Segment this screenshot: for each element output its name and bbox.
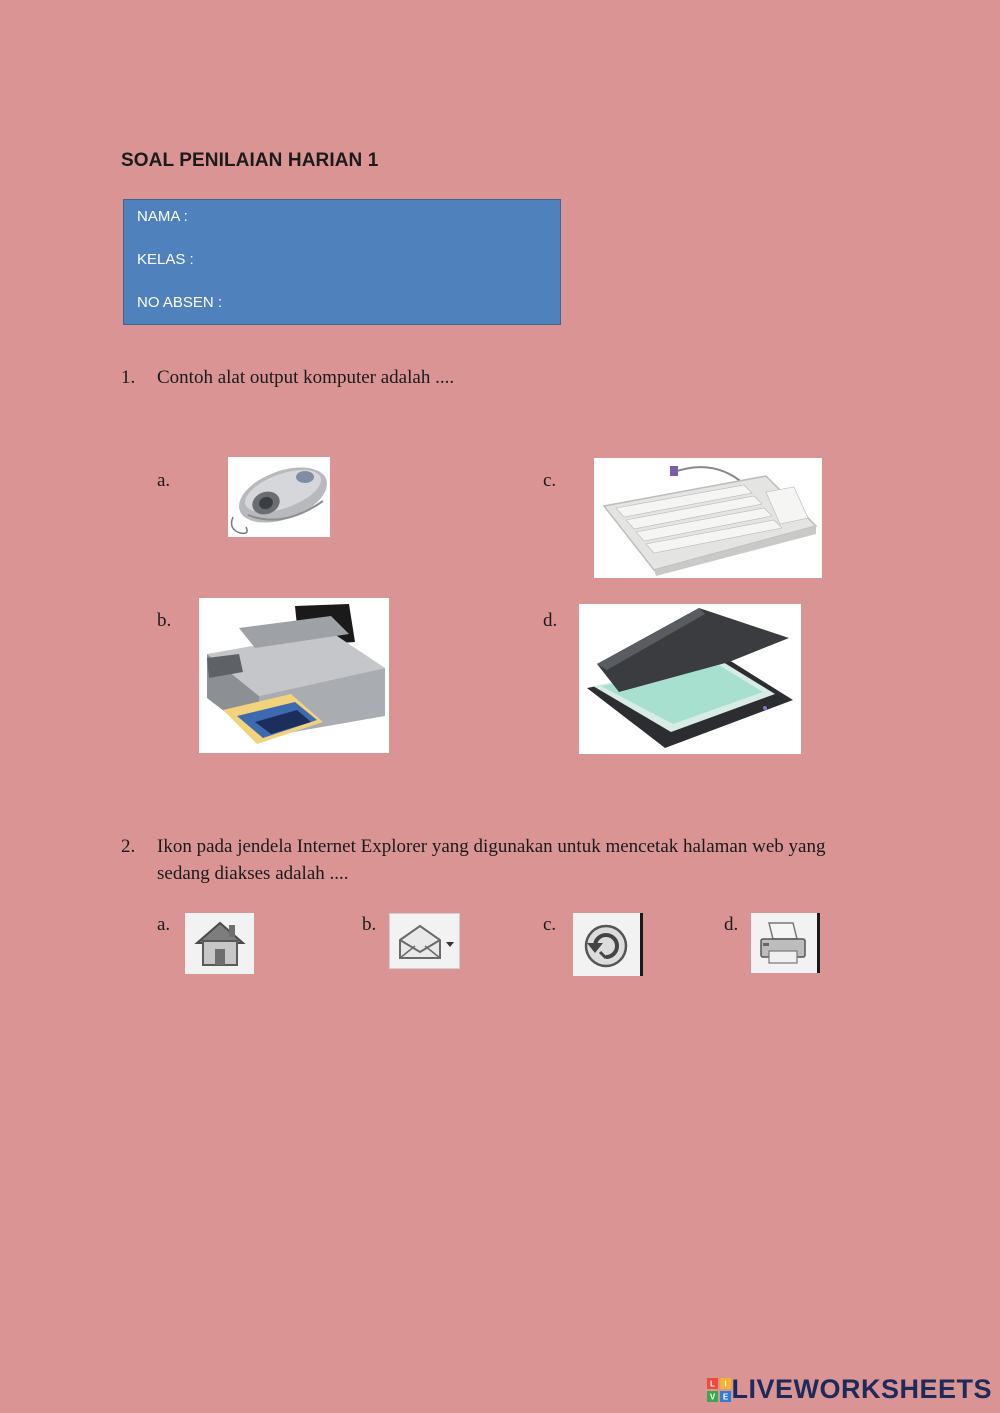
svg-text:I: I — [724, 1379, 728, 1388]
identity-box — [123, 199, 561, 325]
class-label: KELAS : — [137, 251, 194, 268]
q1-option-c-letter: c. — [543, 470, 557, 491]
name-label: NAMA : — [137, 208, 188, 225]
q2-option-b-button[interactable] — [389, 913, 460, 969]
liveworksheets-logo-text: LIVEWORKSHEETS — [731, 1374, 992, 1404]
q2-option-d-letter: d. — [724, 914, 739, 935]
question-2-number: 2. — [121, 836, 136, 857]
scanner-icon — [579, 604, 801, 754]
q1-option-b-letter: b. — [157, 610, 172, 631]
question-1-number: 1. — [121, 367, 136, 388]
q2-option-c-letter: c. — [543, 914, 557, 935]
q1-option-d-letter: d. — [543, 610, 558, 631]
svg-text:V: V — [710, 1392, 716, 1401]
keyboard-image[interactable] — [594, 458, 822, 578]
q2-option-b-letter: b. — [362, 914, 377, 935]
svg-text:E: E — [723, 1392, 729, 1401]
printer-image[interactable] — [199, 598, 389, 753]
q2-option-a-letter: a. — [157, 914, 171, 935]
keyboard-icon — [594, 458, 822, 578]
page-title: SOAL PENILAIAN HARIAN 1 — [121, 150, 379, 171]
scanner-image[interactable] — [579, 604, 801, 754]
refresh-icon — [573, 913, 640, 976]
q2-option-d-button[interactable] — [751, 913, 820, 973]
printer-icon — [199, 598, 389, 753]
mail-icon — [390, 914, 459, 968]
q2-option-c-button[interactable] — [573, 913, 643, 976]
printer-icon — [751, 913, 817, 973]
mouse-icon — [228, 457, 330, 537]
svg-text:L: L — [710, 1379, 716, 1388]
absen-number-label: NO ABSEN : — [137, 294, 223, 311]
home-icon — [185, 913, 254, 974]
question-1-text: Contoh alat output komputer adalah .... — [157, 367, 455, 388]
question-2-text-line-1: Ikon pada jendela Internet Explorer yang digunakan untuk mencetak halaman web yang — [157, 836, 826, 857]
q2-option-a-button[interactable] — [185, 913, 254, 974]
mouse-image[interactable] — [228, 457, 330, 537]
question-2-text-line-2: sedang diakses adalah .... — [157, 863, 349, 884]
liveworksheets-badge-icon — [707, 1378, 731, 1402]
q1-option-a-letter: a. — [157, 470, 171, 491]
liveworksheets-logo — [707, 1374, 992, 1405]
